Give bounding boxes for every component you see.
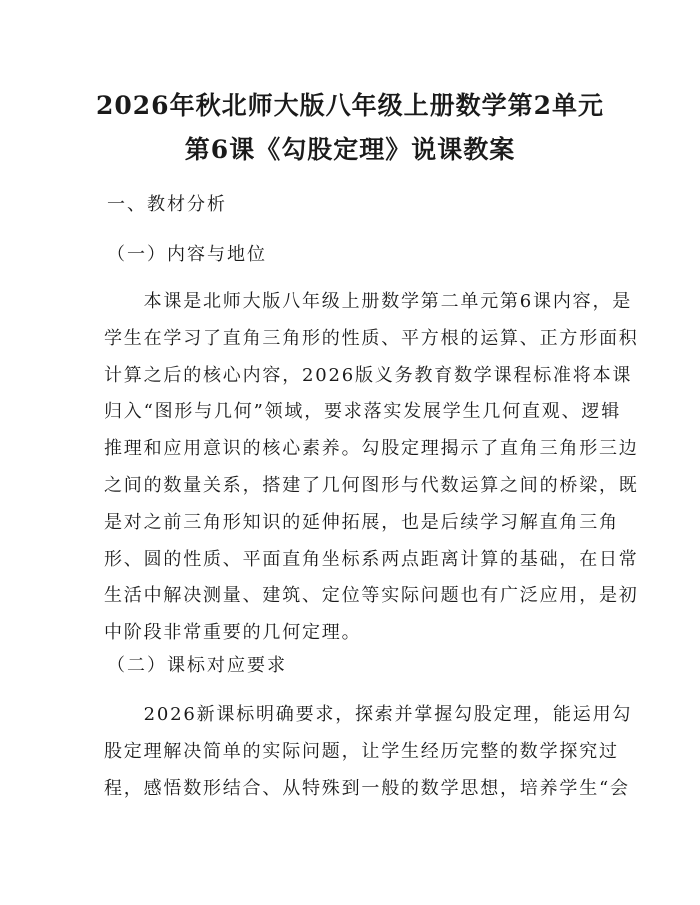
- subsection-heading-content-and-position: （一）内容与地位: [107, 244, 267, 265]
- paragraph-line: 本课是北师大版八年级上册数学第二单元第6课内容，是: [104, 291, 633, 312]
- document-title-line-1: 2026年秋北师大版八年级上册数学第2单元: [96, 91, 604, 120]
- paragraph-line: 生活中解决测量、建筑、定位等实际问题也有广泛应用，是初: [104, 585, 639, 607]
- paragraph-line: 股定理解决简单的实际问题，让学生经历完整的数学探究过: [104, 740, 619, 762]
- paragraph-line: 学生在学习了直角三角形的性质、平方根的运算、正方形面积: [104, 327, 639, 349]
- paragraph-line: 推理和应用意识的核心素养。勾股定理揭示了直角三角形三边: [104, 438, 639, 460]
- paragraph-line: 中阶段非常重要的几何定理。: [104, 622, 362, 644]
- paragraph-line: 2026新课标明确要求，探索并掌握勾股定理，能运用勾: [104, 704, 633, 725]
- paragraph-curriculum-requirements: [104, 700, 633, 810]
- paragraph-line: 之间的数量关系，搭建了几何图形与代数运算之间的桥梁，既: [104, 474, 639, 496]
- paragraph-content-and-position: [104, 287, 639, 655]
- paragraph-line: 是对之前三角形知识的延伸拓展，也是后续学习解直角三角: [104, 511, 619, 533]
- paragraph-line: 形、圆的性质、平面直角坐标系两点距离计算的基础，在日常: [104, 548, 639, 570]
- paragraph-line: 归入“图形与几何”领域，要求落实发展学生几何直观、逻辑: [104, 401, 622, 423]
- section-heading-textbook-analysis: 一、教材分析: [107, 194, 227, 215]
- paragraph-line: 程，感悟数形结合、从特殊到一般的数学思想，培养学生“会: [104, 777, 630, 799]
- paragraph-line: 计算之后的核心内容，2026版义务教育数学课程标准将本课: [104, 364, 633, 386]
- document-title-line-2: 第6课《勾股定理》说课教案: [184, 135, 516, 164]
- subsection-heading-curriculum-requirements: （二）课标对应要求: [107, 655, 287, 676]
